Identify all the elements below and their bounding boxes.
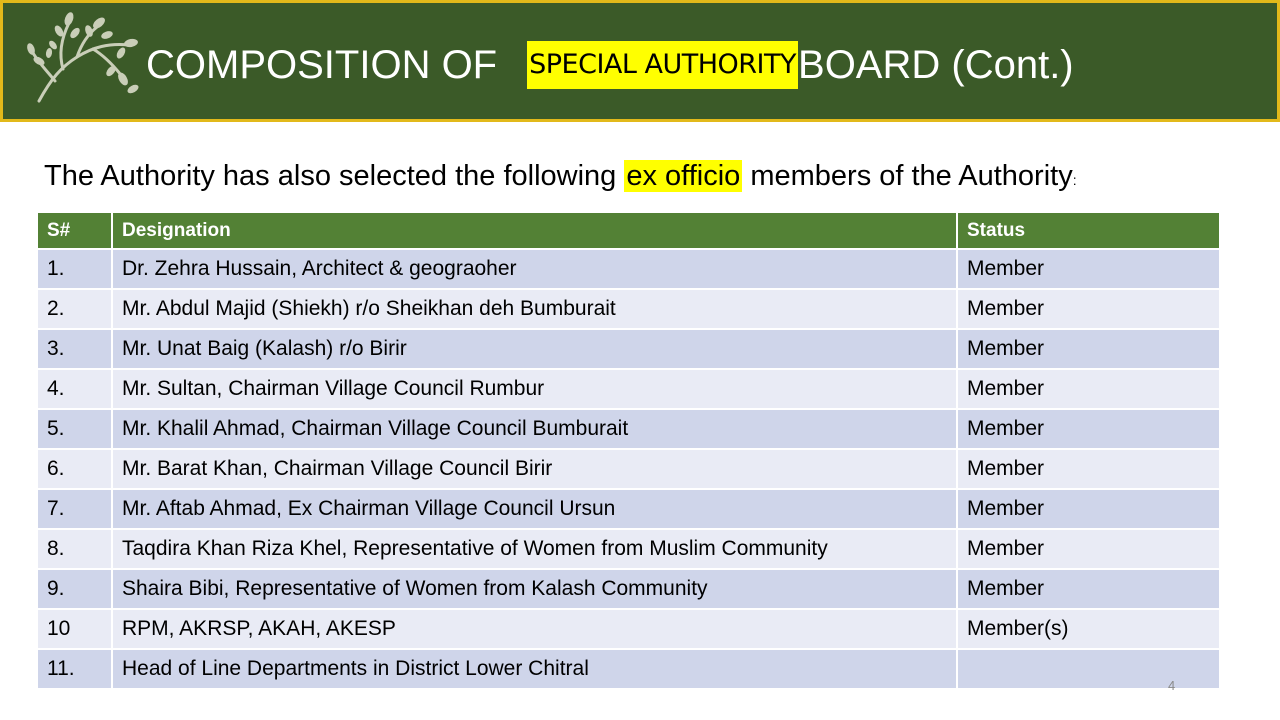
intro-text — [44, 156, 1077, 200]
row-status: Member — [957, 249, 1220, 289]
table-row — [37, 449, 1220, 489]
row-sn: 7. — [37, 489, 112, 529]
intro-colon: : — [1072, 172, 1077, 188]
table-row — [37, 329, 1220, 369]
row-sn: 3. — [37, 329, 112, 369]
title-part-2: BOARD (Cont.) — [798, 43, 1074, 87]
row-sn: 1. — [37, 249, 112, 289]
table-row — [37, 569, 1220, 609]
header-sn: S# — [37, 212, 112, 249]
row-designation: Mr. Aftab Ahmad, Ex Chairman Village Council Ursun — [112, 489, 957, 529]
row-sn: 8. — [37, 529, 112, 569]
intro-highlight: ex officio — [626, 160, 741, 192]
table-row — [37, 529, 1220, 569]
page-number: 4 — [1168, 678, 1176, 693]
row-designation: Mr. Sultan, Chairman Village Council Rumbur — [112, 369, 957, 409]
row-status: Member — [957, 369, 1220, 409]
row-sn: 5. — [37, 409, 112, 449]
row-status: Member — [957, 569, 1220, 609]
header-status: Status — [957, 212, 1220, 249]
row-sn: 2. — [37, 289, 112, 329]
row-status: Member — [957, 409, 1220, 449]
row-sn: 9. — [37, 569, 112, 609]
row-designation: Dr. Zehra Hussain, Architect & geograoher — [112, 249, 957, 289]
row-status: Member — [957, 489, 1220, 529]
table-row — [37, 289, 1220, 329]
row-status: Member — [957, 289, 1220, 329]
members-table — [36, 211, 1221, 690]
page-title — [146, 41, 1074, 89]
row-designation: Head of Line Departments in District Lower Chitral — [112, 649, 957, 689]
title-highlight: SPECIAL AUTHORITY — [527, 41, 798, 89]
row-status: Member — [957, 329, 1220, 369]
row-sn: 10 — [37, 609, 112, 649]
intro-part-1: The Authority has also selected the following — [44, 160, 617, 192]
row-status: Member — [957, 449, 1220, 489]
table-row — [37, 249, 1220, 289]
title-part-1: COMPOSITION OF — [146, 43, 498, 87]
table-header-row — [37, 212, 1220, 249]
table-row — [37, 409, 1220, 449]
row-designation: Mr. Barat Khan, Chairman Village Council Birir — [112, 449, 957, 489]
row-designation: Mr. Abdul Majid (Shiekh) r/o Sheikhan deh Bumburait — [112, 289, 957, 329]
row-designation: Shaira Bibi, Representative of Women from Kalash Community — [112, 569, 957, 609]
title-banner — [0, 0, 1280, 122]
row-sn: 6. — [37, 449, 112, 489]
tree-icon — [25, 9, 145, 105]
row-designation: Mr. Unat Baig (Kalash) r/o Birir — [112, 329, 957, 369]
row-designation: RPM, AKRSP, AKAH, AKESP — [112, 609, 957, 649]
table-row — [37, 369, 1220, 409]
row-designation: Mr. Khalil Ahmad, Chairman Village Council Bumburait — [112, 409, 957, 449]
table-row — [37, 489, 1220, 529]
row-status: Member — [957, 529, 1220, 569]
intro-part-2: members of the Authority — [750, 160, 1073, 192]
row-status: Member(s) — [957, 609, 1220, 649]
row-sn: 11. — [37, 649, 112, 689]
table-row — [37, 649, 1220, 689]
row-status — [957, 649, 1220, 689]
row-sn: 4. — [37, 369, 112, 409]
table-row — [37, 609, 1220, 649]
header-designation: Designation — [112, 212, 957, 249]
row-designation: Taqdira Khan Riza Khel, Representative of Women from Muslim Community — [112, 529, 957, 569]
